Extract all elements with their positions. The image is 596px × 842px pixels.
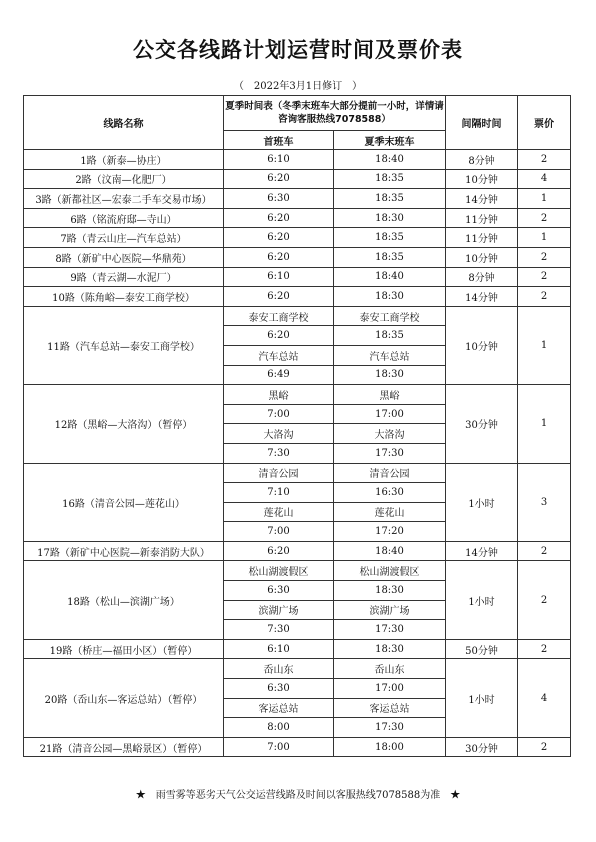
fare: 1 [518, 189, 571, 209]
last-bus-cell: 泰安工商学校 [334, 306, 446, 326]
last-bus-time: 18:00 [334, 737, 446, 757]
last-bus-time: 18:30 [334, 208, 446, 228]
page-title: 公交各线路计划运营时间及票价表 [133, 38, 463, 62]
interval: 30分钟 [446, 737, 518, 757]
last-bus-cell: 17:30 [334, 443, 446, 463]
route-name: 8路（新矿中心医院—华鼎苑） [24, 247, 224, 267]
route-name: 20路（岙山东—客运总站）（暂停） [24, 659, 224, 737]
last-bus-cell: 清音公园 [334, 463, 446, 483]
interval: 10分钟 [446, 306, 518, 384]
first-bus-cell: 6:30 [224, 581, 334, 601]
last-bus-cell: 17:30 [334, 718, 446, 738]
route-name: 7路（青云山庄—汽车总站） [24, 228, 224, 248]
first-bus-time: 6:10 [224, 267, 334, 287]
last-bus-cell: 18:30 [334, 365, 446, 385]
last-bus-time: 18:35 [334, 169, 446, 189]
table-row [24, 247, 571, 267]
first-bus-time: 6:10 [224, 150, 334, 170]
fare: 1 [518, 228, 571, 248]
interval: 50分钟 [446, 639, 518, 659]
fare: 2 [518, 561, 571, 639]
last-bus-cell: 17:20 [334, 522, 446, 542]
fare: 4 [518, 659, 571, 737]
fare: 4 [518, 169, 571, 189]
first-bus-cell: 松山湖渡假区 [224, 561, 334, 581]
fare: 2 [518, 737, 571, 757]
first-bus-time: 6:20 [224, 541, 334, 561]
last-bus-cell: 大洛沟 [334, 424, 446, 444]
interval: 11分钟 [446, 208, 518, 228]
first-bus-time: 6:20 [224, 208, 334, 228]
last-bus-cell: 岙山东 [334, 659, 446, 679]
last-bus-cell: 汽车总站 [334, 345, 446, 365]
fare: 2 [518, 150, 571, 170]
first-bus-cell: 8:00 [224, 718, 334, 738]
last-bus-cell: 客运总站 [334, 698, 446, 718]
header-route: 线路名称 [24, 96, 224, 150]
first-bus-cell: 滨湖广场 [224, 600, 334, 620]
route-name: 21路（清音公园—黑峪景区）（暂停） [24, 737, 224, 757]
schedule-body [24, 150, 571, 757]
first-bus-time: 6:20 [224, 287, 334, 307]
table-row [24, 463, 571, 483]
interval: 10分钟 [446, 247, 518, 267]
fare: 2 [518, 541, 571, 561]
interval: 10分钟 [446, 169, 518, 189]
first-bus-cell: 清音公园 [224, 463, 334, 483]
table-row [24, 189, 571, 209]
table-row [24, 659, 571, 679]
route-name: 2路（汶南—化肥厂） [24, 169, 224, 189]
table-row [24, 208, 571, 228]
first-bus-cell: 7:00 [224, 404, 334, 424]
fare: 2 [518, 639, 571, 659]
fare: 2 [518, 267, 571, 287]
table-row [24, 228, 571, 248]
last-bus-cell: 莲花山 [334, 502, 446, 522]
interval: 14分钟 [446, 189, 518, 209]
last-bus-time: 18:40 [334, 541, 446, 561]
header-summer-schedule: 夏季时间表（冬季末班车大部分提前一小时，详情请咨询客服热线7078588） [224, 96, 446, 131]
last-bus-cell: 17:00 [334, 404, 446, 424]
first-bus-cell: 汽车总站 [224, 345, 334, 365]
header-first-bus: 首班车 [224, 131, 334, 150]
interval: 1小时 [446, 659, 518, 737]
table-row [24, 541, 571, 561]
first-bus-time: 6:20 [224, 247, 334, 267]
fare: 2 [518, 287, 571, 307]
route-name: 12路（黑峪—大洛沟）（暂停） [24, 385, 224, 463]
header-fare: 票价 [518, 96, 571, 150]
route-name: 11路（汽车总站—泰安工商学校） [24, 306, 224, 384]
last-bus-cell: 松山湖渡假区 [334, 561, 446, 581]
last-bus-cell: 17:00 [334, 679, 446, 699]
last-bus-cell: 18:35 [334, 326, 446, 346]
fare: 2 [518, 208, 571, 228]
fare: 2 [518, 247, 571, 267]
route-name: 6路（铭流府邸—寺山） [24, 208, 224, 228]
route-name: 18路（松山—滨湖广场） [24, 561, 224, 639]
first-bus-cell: 泰安工商学校 [224, 306, 334, 326]
route-name: 19路（桥庄—福田小区）（暂停） [24, 639, 224, 659]
table-row [24, 169, 571, 189]
last-bus-cell: 16:30 [334, 483, 446, 503]
last-bus-time: 18:30 [334, 287, 446, 307]
first-bus-cell: 岙山东 [224, 659, 334, 679]
interval: 14分钟 [446, 541, 518, 561]
interval: 14分钟 [446, 287, 518, 307]
first-bus-cell: 7:30 [224, 620, 334, 640]
fare: 1 [518, 385, 571, 463]
route-name: 17路（新矿中心医院—新泰消防大队） [24, 541, 224, 561]
route-name: 1路（新泰—协庄） [24, 150, 224, 170]
table-row [24, 385, 571, 405]
last-bus-cell: 滨湖广场 [334, 600, 446, 620]
header-row [24, 96, 571, 131]
last-bus-cell: 17:30 [334, 620, 446, 640]
table-row [24, 737, 571, 757]
table-row [24, 639, 571, 659]
last-bus-time: 18:40 [334, 267, 446, 287]
first-bus-time: 6:10 [224, 639, 334, 659]
first-bus-cell: 7:00 [224, 522, 334, 542]
last-bus-time: 18:40 [334, 150, 446, 170]
weather-notice: ★ 雨雪雾等恶劣天气公交运营线路及时间以客服热线7078588为准 ★ [135, 790, 461, 801]
interval: 11分钟 [446, 228, 518, 248]
first-bus-cell: 大洛沟 [224, 424, 334, 444]
last-bus-time: 18:30 [334, 639, 446, 659]
table-row [24, 287, 571, 307]
first-bus-time: 6:20 [224, 169, 334, 189]
first-bus-cell: 6:20 [224, 326, 334, 346]
last-bus-cell: 18:30 [334, 581, 446, 601]
first-bus-cell: 6:49 [224, 365, 334, 385]
table-row [24, 267, 571, 287]
first-bus-time: 6:30 [224, 189, 334, 209]
last-bus-cell: 黑峪 [334, 385, 446, 405]
fare: 3 [518, 463, 571, 541]
last-bus-time: 18:35 [334, 228, 446, 248]
route-name: 3路（新都社区—宏泰二手车交易市场） [24, 189, 224, 209]
first-bus-cell: 客运总站 [224, 698, 334, 718]
interval: 8分钟 [446, 267, 518, 287]
first-bus-cell: 7:30 [224, 443, 334, 463]
first-bus-time: 7:00 [224, 737, 334, 757]
first-bus-cell: 6:30 [224, 679, 334, 699]
last-bus-time: 18:35 [334, 247, 446, 267]
interval: 30分钟 [446, 385, 518, 463]
table-row [24, 306, 571, 326]
first-bus-cell: 黑峪 [224, 385, 334, 405]
last-bus-time: 18:35 [334, 189, 446, 209]
fare: 1 [518, 306, 571, 384]
first-bus-cell: 7:10 [224, 483, 334, 503]
header-last-bus: 夏季末班车 [334, 131, 446, 150]
table-row [24, 150, 571, 170]
first-bus-cell: 莲花山 [224, 502, 334, 522]
interval: 1小时 [446, 561, 518, 639]
interval: 1小时 [446, 463, 518, 541]
schedule-table [23, 95, 571, 757]
header-interval: 间隔时间 [446, 96, 518, 150]
route-name: 9路（青云湖—水泥厂） [24, 267, 224, 287]
table-row [24, 561, 571, 581]
route-name: 10路（陈角峪—泰安工商学校） [24, 287, 224, 307]
route-name: 16路（清音公园—莲花山） [24, 463, 224, 541]
first-bus-time: 6:20 [224, 228, 334, 248]
revision-date: （ 2022年3月1日修订 ） [233, 81, 363, 92]
interval: 8分钟 [446, 150, 518, 170]
